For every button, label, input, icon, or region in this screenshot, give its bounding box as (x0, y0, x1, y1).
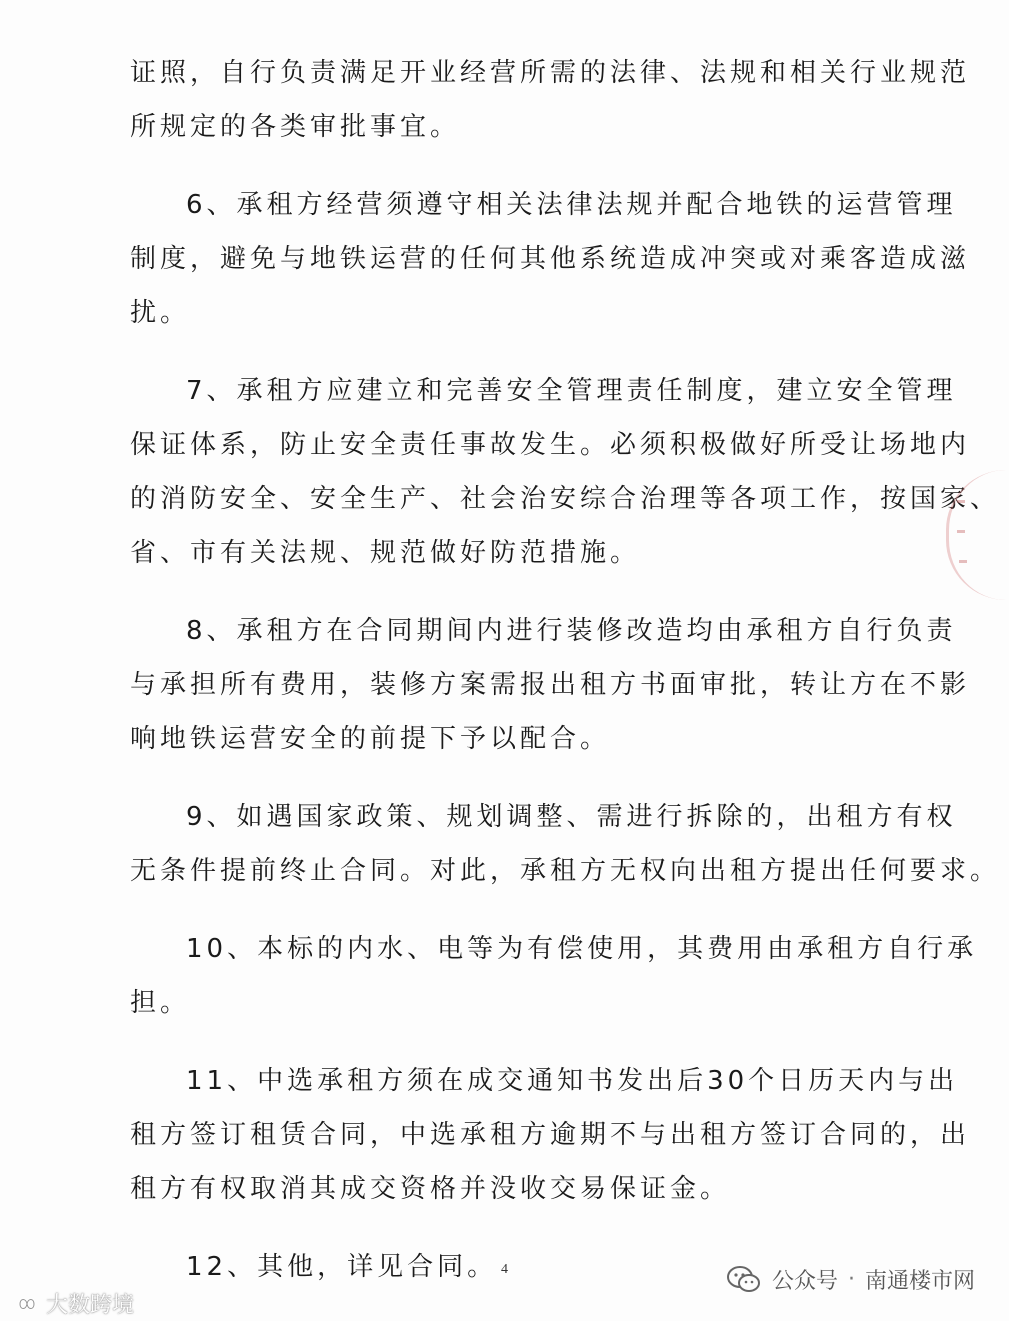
paragraph-line: 租方有权取消其成交资格并没收交易保证金。 (130, 1174, 731, 1204)
wechat-icon (726, 1265, 762, 1295)
seal-mark (957, 500, 965, 503)
paragraph-line: 7、承租方应建立和完善安全管理责任制度，建立安全管理 (186, 376, 957, 406)
paragraph-line: 省、市有关法规、规范做好防范措施。 (130, 538, 641, 568)
paragraph (130, 604, 971, 766)
paragraph-line: 制度，避免与地铁运营的任何其他系统造成冲突或对乘客造成滋 (130, 244, 971, 274)
paragraph-line: 8、承租方在合同期间内进行装修改造均由承租方自行负责 (186, 616, 957, 646)
paragraph (130, 178, 971, 340)
paragraph-line: 10、本标的内水、电等为有偿使用，其费用由承租方自行承 (186, 934, 978, 964)
page-number: 4 (501, 1262, 508, 1277)
paragraph (130, 1054, 971, 1216)
paragraph (130, 922, 978, 1030)
seal-mark (957, 530, 965, 533)
source-watermark-text: 大数跨境 (46, 1293, 135, 1318)
paragraph-line: 9、如遇国家政策、规划调整、需进行拆除的，出租方有权 (186, 802, 957, 832)
seal-mark (959, 560, 967, 563)
paragraph-line: 扰。 (130, 298, 191, 328)
infinity-logo-icon (12, 1293, 42, 1315)
paragraph-line: 保证体系，防止安全责任事故发生。必须积极做好所受让场地内 (130, 430, 971, 460)
wechat-label: 公众号 (771, 1269, 838, 1294)
paragraph-line: 所规定的各类审批事宜。 (130, 112, 461, 142)
source-watermark (12, 1288, 134, 1319)
paragraph-line: 的消防安全、安全生产、社会治安综合治理等各项工作，按国家、 (130, 484, 1001, 514)
paragraph-line: 担。 (130, 988, 191, 1018)
paragraph (130, 46, 971, 154)
paragraph-line: 响地铁运营安全的前提下予以配合。 (130, 724, 611, 754)
paragraph-line: 12、其他，详见合同。 (186, 1252, 498, 1282)
wechat-account-watermark (726, 1264, 975, 1295)
paragraph-line: 证照，自行负责满足开业经营所需的法律、法规和相关行业规范 (130, 58, 971, 88)
wechat-separator: · (847, 1267, 855, 1292)
paragraph-line: 6、承租方经营须遵守相关法律法规并配合地铁的运营管理 (186, 190, 957, 220)
wechat-account-name: 南通楼市网 (864, 1269, 975, 1294)
paragraph-line: 租方签订租赁合同，中选承租方逾期不与出租方签订合同的，出 (130, 1120, 971, 1150)
paragraph (130, 364, 1001, 580)
paragraph-line: 无条件提前终止合同。对此，承租方无权向出租方提出任何要求。 (130, 856, 1001, 886)
paragraph (130, 790, 1001, 898)
paragraph-line: 与承担所有费用，装修方案需报出租方书面审批，转让方在不影 (130, 670, 971, 700)
paragraph-line: 11、中选承租方须在成交通知书发出后30个日历天内与出 (186, 1066, 959, 1096)
